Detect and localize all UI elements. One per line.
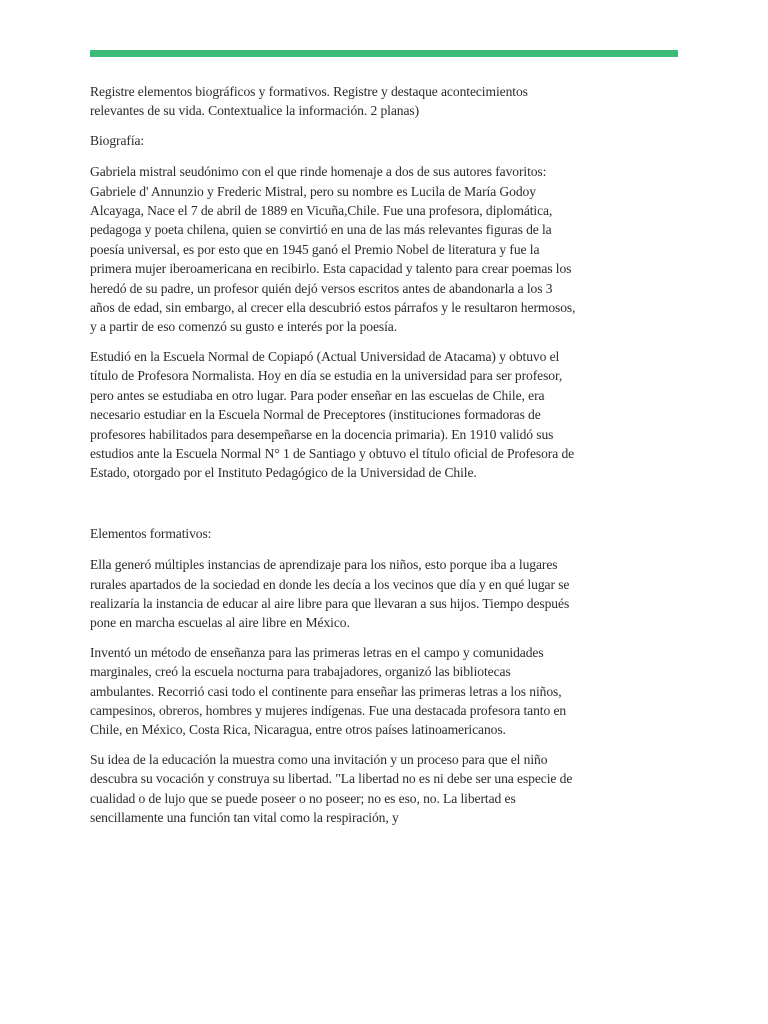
biography-paragraph-1: Gabriela mistral seudónimo con el que rinde homenaje a dos de sus autores favoritos: Gabriele d' Annunzio y Frederic Mistral, pero su nombre es Lucila de María Godoy Alcayaga, Nace el 7 de abril de 1889 en Vicuña,Chile. Fue una profesora, diplomática, pedagoga y poeta chilena, quien se convirtió en una de las más relevantes figuras de la poesía universal, es por esto que en 1945 ganó el Premio Nobel de literatura y fue la primera mujer iberoamericana en recibirlo. Esta capacidad y talento para crear poemas los heredó de su padre, un profesor quién dejó versos escritos antes de abandonarla a los 3 años de edad, sin embargo, al crecer ella descubrió estos párrafos y le resultaron hermosos, y a partir de eso comenzó su gusto e interés por la poesía.	[90, 164, 576, 335]
formative-paragraph-2: Inventó un método de enseñanza para las primeras letras en el campo y comunidades marginales, creó la escuela nocturna para trabajadores, organizó las bibliotecas ambulantes. Recorrió casi todo el continente para enseñar las primeras letras a los niños, campesinos, obreros, hombres y mujeres indígenas. Fue una destacada profesora tanto en Chile, en México, Costa Rica, Nicaragua, entre otros países latinoamericanos.	[90, 644, 567, 738]
biography-paragraph-2: Estudió en la Escuela Normal de Copiapó (Actual Universidad de Atacama) y obtuvo el título de Profesora Normalista. Hoy en día se estudia en la universidad para ser profesor, pero antes se estudiaba en otro lugar. Para poder enseñar en las escuelas de Chile, era necesario estudiar en la Escuela Normal de Preceptores (instituciones formadoras de profesores habilitados para desempeñarse en la docencia primaria). En 1910 validó sus estudios ante la Escuela Normal N° 1 de Santiago y obtuvo el título oficial de Profesora de Estado, otorgado por el Instituto Pedagógico de la Universidad de Chile.	[90, 348, 575, 481]
document-body	[90, 82, 578, 837]
section-spacer	[90, 493, 578, 524]
formative-paragraph-1: Ella generó múltiples instancias de aprendizaje para los niños, esto porque iba a lugares rurales apartados de la sociedad en donde les decía a los vecinos que día y en qué lugar se realizaría la instancia de educar al aire libre para que llevaran a sus hijos. Tiempo después pone en marcha escuelas al aire libre en México.	[90, 557, 570, 631]
formative-heading: Elementos formativos:	[90, 525, 212, 541]
header-accent-bar	[90, 50, 678, 57]
instructions-paragraph: Registre elementos biográficos y formativos. Registre y destaque acontecimientos relevantes de su vida. Contextualice la información. 2 planas)	[90, 84, 528, 119]
formative-paragraph-3: Su idea de la educación la muestra como una invitación y un proceso para que el niño descubra su vocación y construya su libertad. "La libertad no es ni debe ser una especie de cualidad o de lujo que se puede poseer o no poseer; no es eso, no. La libertad es sencillamente una función tan vital como la respiración, y	[90, 751, 573, 825]
biography-heading: Biografía:	[90, 132, 145, 148]
